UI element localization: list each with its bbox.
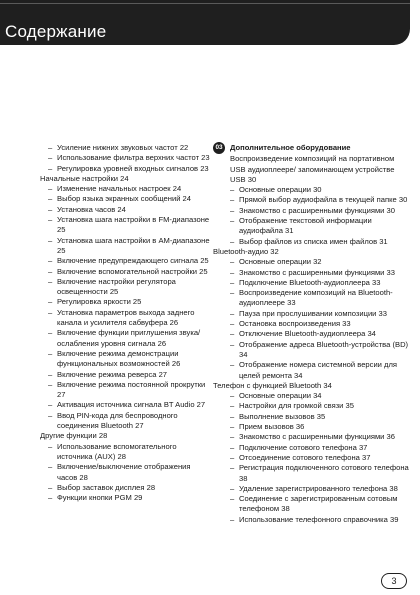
page-header: [0, 0, 420, 48]
toc-entry: – Использование телефонного справочника 39: [222, 515, 409, 525]
toc-entry: – Активация источника сигнала BT Audio 27: [40, 400, 210, 410]
toc-entry: – Использование фильтра верхних частот 23: [40, 153, 210, 163]
toc-entry: – Включение настройки регулятора освещенности 25: [40, 277, 210, 298]
toc-entry: – Установка параметров выхода заднего канала и усилителя сабвуфера 26: [40, 308, 210, 329]
section-intro: Воспроизведение композиций на портативном USB аудиоплеере/ запоминающем устройстве USB 30: [230, 154, 395, 184]
toc-entry: – Выполнение вызовов 35: [222, 412, 409, 422]
toc-entry: – Использование вспомогательного источника (AUX) 28: [40, 442, 210, 463]
toc-entry: – Включение функции приглушения звука/ослабления уровня сигнала 26: [40, 328, 210, 349]
toc-entry: – Настройки для громкой связи 35: [222, 401, 409, 411]
toc-entry: – Прямой выбор аудиофайла в текущей папке 30: [222, 195, 409, 205]
toc-entry: – Установка часов 24: [40, 205, 210, 215]
toc-entry: – Отображение адреса Bluetooth-устройства (BD) 34: [222, 340, 409, 361]
toc-right-list: [213, 185, 409, 525]
toc-entry: – Удаление зарегистрированного телефона 38: [222, 484, 409, 494]
toc-entry: – Подключение Bluetooth-аудиоплеера 33: [222, 278, 409, 288]
toc-heading: Телефон с функцией Bluetooth 34: [213, 380, 332, 390]
toc-entry: – Отображение текстовой информации аудиофайла 31: [222, 216, 409, 237]
toc-entry: – Выбор заставок дисплея 28: [40, 483, 210, 493]
toc-entry: – Включение/выключение отображения часов 28: [40, 462, 210, 483]
toc-entry: – Основные операции 34: [222, 391, 409, 401]
toc-entry: – Включение режима демонстрации функциональных возможностей 26: [40, 349, 210, 370]
toc-entry: – Установка шага настройки в FM-диапазоне 25: [40, 215, 210, 236]
section-number-badge: 03: [213, 142, 225, 154]
toc-entry: – Прием вызовов 36: [222, 422, 409, 432]
toc-entry: – Остановка воспроизведения 33: [222, 319, 409, 329]
toc-entry: – Выбор языка экранных сообщений 24: [40, 194, 210, 204]
toc-entry: – Основные операции 30: [222, 185, 409, 195]
toc-heading: Начальные настройки 24: [40, 173, 129, 183]
toc-entry: – Регистрация подключенного сотового телефона 38: [222, 463, 409, 484]
toc-entry: – Воспроизведение композиций на Bluetooth-аудиоплеере 33: [222, 288, 409, 309]
toc-entry: – Включение режима реверса 27: [40, 370, 210, 380]
toc-heading: Другие функции 28: [40, 431, 108, 441]
toc-left-list: [40, 143, 210, 503]
toc-entry: – Усиление нижних звуковых частот 22: [40, 143, 210, 153]
section-heading: [213, 143, 409, 153]
toc-entry: – Включение предупреждающего сигнала 25: [40, 256, 210, 266]
toc-entry: – Знакомство с расширенными функциями 36: [222, 432, 409, 442]
toc-entry: – Выбор файлов из списка имен файлов 31: [222, 237, 409, 247]
toc-entry: – Основные операции 32: [222, 257, 409, 267]
toc-entry: – Отсоединение сотового телефона 37: [222, 453, 409, 463]
toc-right-column: [213, 143, 409, 525]
section-title: Дополнительное оборудование: [230, 143, 351, 152]
toc-entry: – Отображение номера системной версии для целей ремонта 34: [222, 360, 409, 381]
toc-entry: – Знакомство с расширенными функциями 33: [222, 268, 409, 278]
toc-heading: Bluetooth-аудио 32: [213, 246, 279, 256]
page-number: 3: [381, 573, 407, 589]
toc-entry: – Функции кнопки PGM 29: [40, 493, 210, 503]
toc-entry: – Ввод PIN-кода для беспроводного соединения Bluetooth 27: [40, 411, 210, 432]
toc-entry: – Знакомство с расширенными функциями 30: [222, 206, 409, 216]
toc-entry: – Регулировка яркости 25: [40, 297, 210, 307]
toc-entry: – Подключение сотового телефона 37: [222, 443, 409, 453]
toc-entry: – Включение вспомогательной настройки 25: [40, 267, 210, 277]
toc-entry: – Регулировка уровней входных сигналов 23: [40, 164, 210, 174]
toc-entry: – Установка шага настройки в AM-диапазоне 25: [40, 236, 210, 257]
toc-entry: – Соединение с зарегистрированным сотовым телефоном 38: [222, 494, 409, 515]
toc-entry: – Пауза при прослушивании композиции 33: [222, 309, 409, 319]
toc-entry: – Изменение начальных настроек 24: [40, 184, 210, 194]
toc-left-column: [40, 143, 210, 503]
toc-entry: – Отключение Bluetooth-аудиоплеера 34: [222, 329, 409, 339]
page-title: Содержание: [5, 22, 107, 41]
toc-entry: – Включение режима постоянной прокрутки 27: [40, 380, 210, 401]
